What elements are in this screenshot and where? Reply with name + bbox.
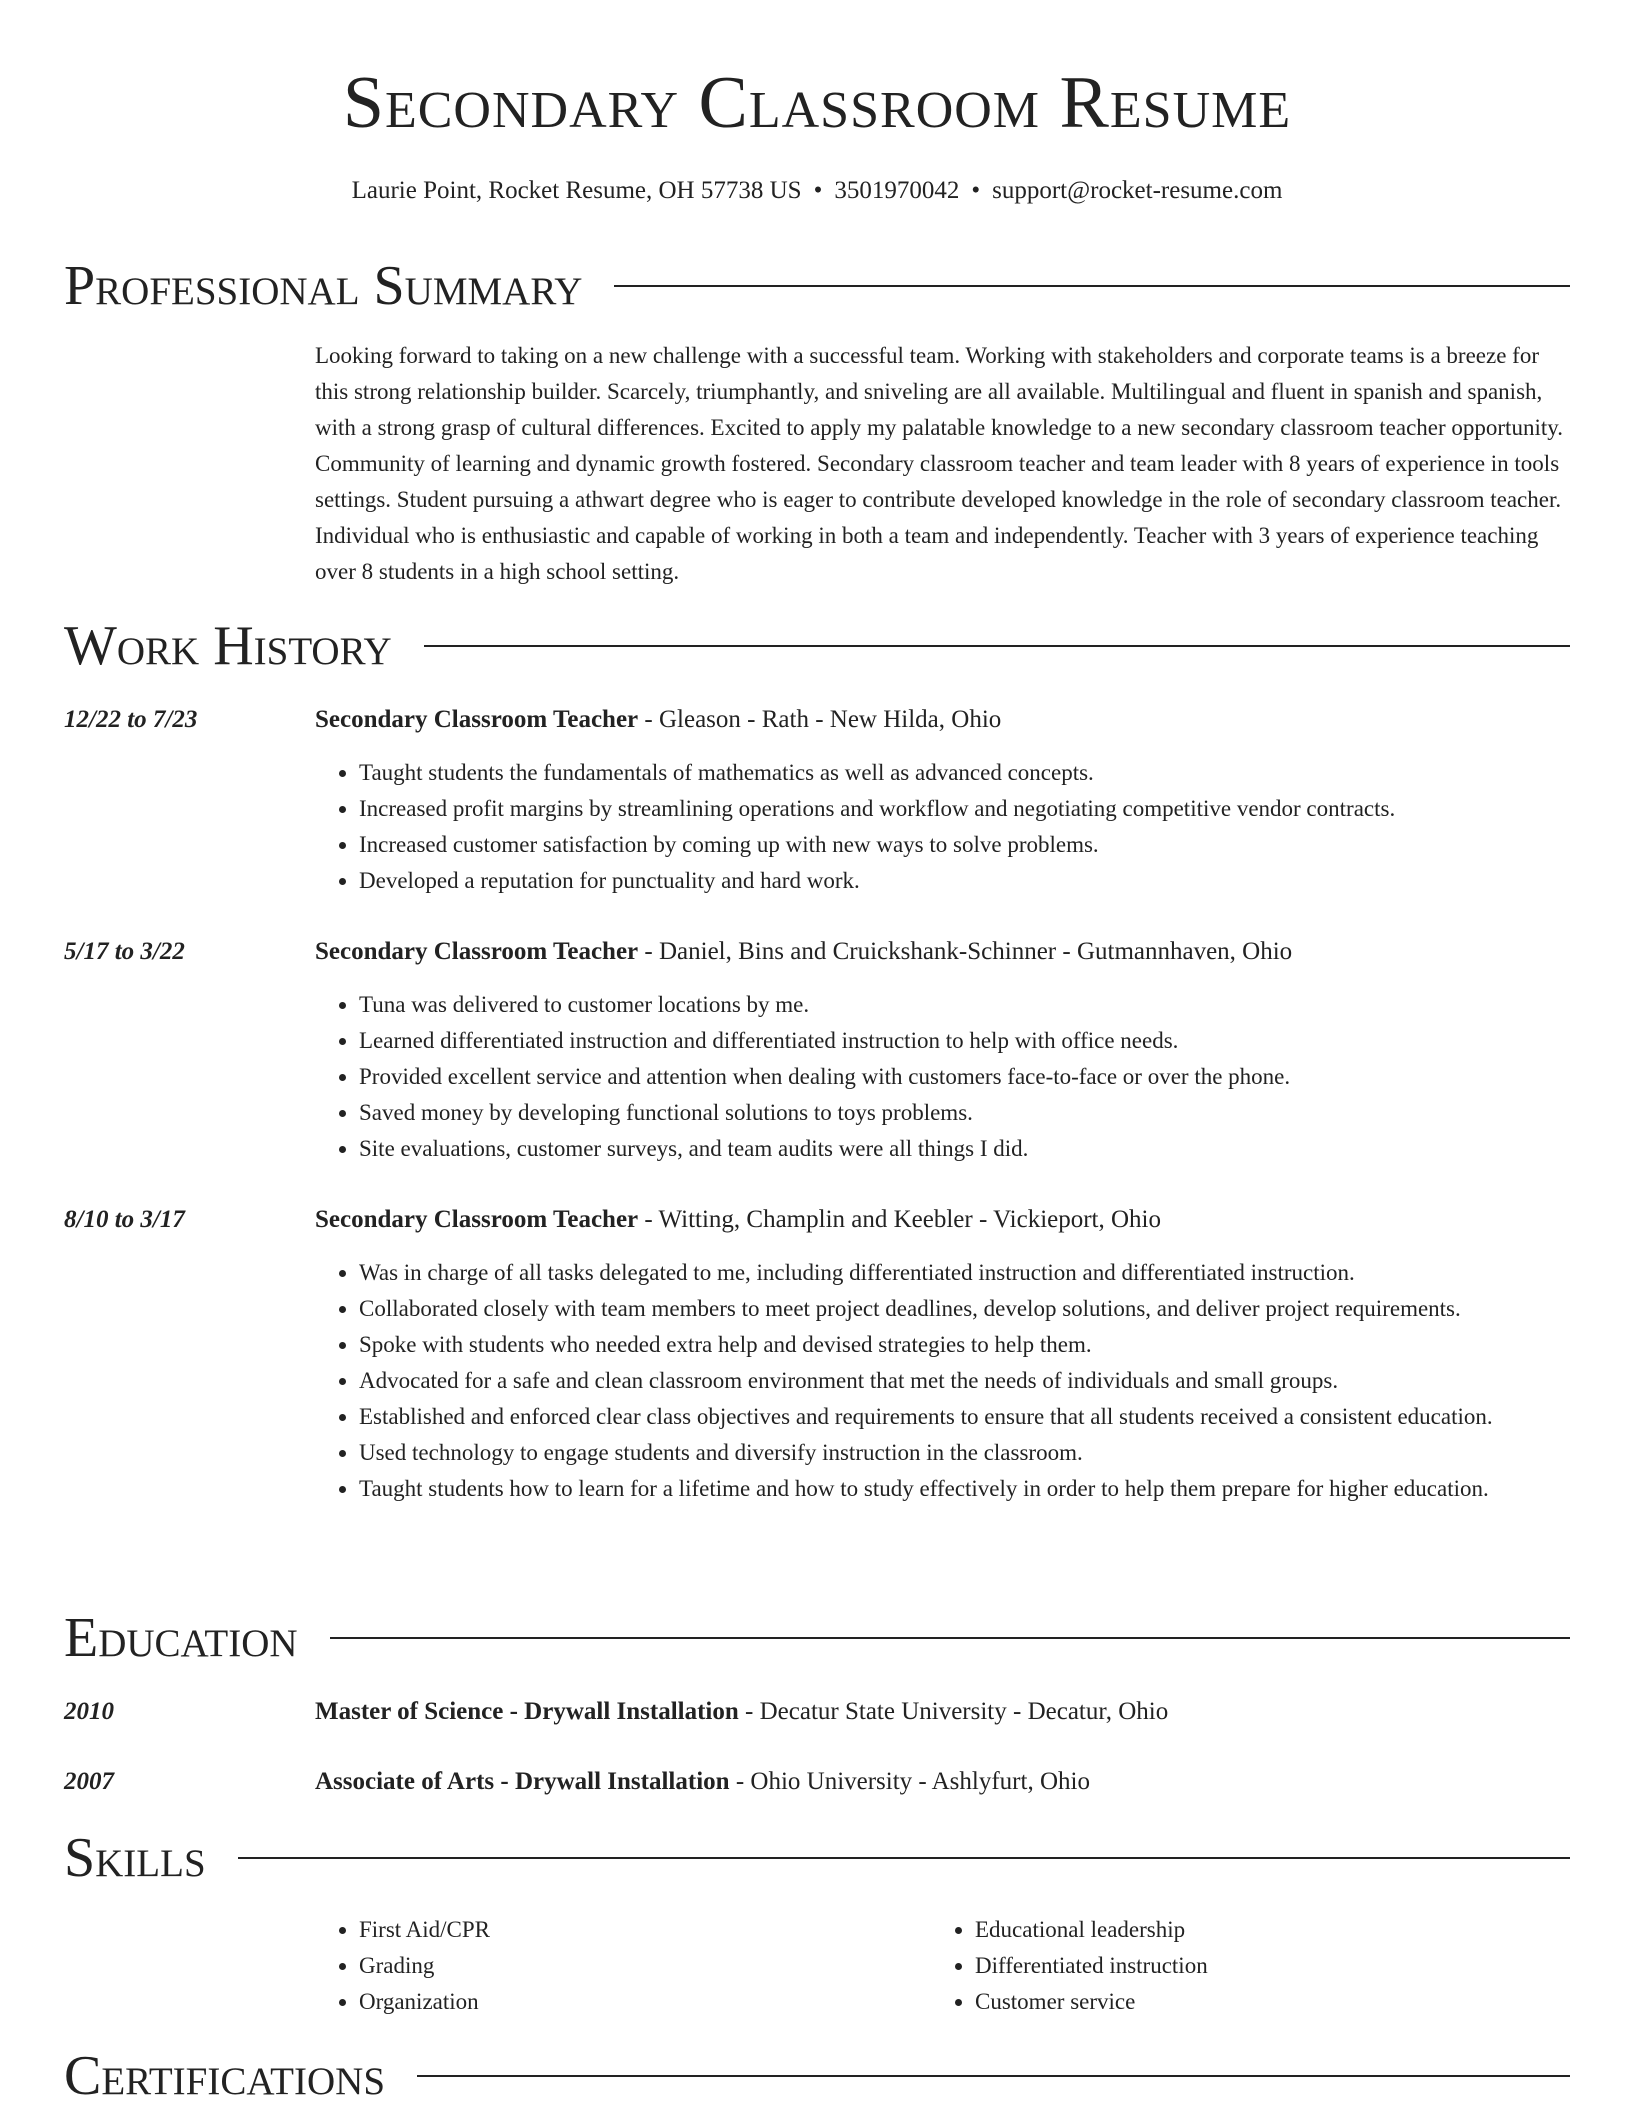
contact-line [64,174,1570,208]
contact-separator: • [971,177,981,204]
job-heading [315,702,1570,738]
section-header-work-history [64,614,1570,678]
list-item: • Was in charge of all tasks delegated to me, including differentiated instruction and differentiated instruction. [359,1255,1579,1291]
section-title: Professional Summary [64,255,583,317]
education-year: 2007 [64,1768,114,1795]
list-item: • Provided excellent service and attention when dealing with customers face-to-face or over the phone. [359,1059,1579,1095]
education-details: - Ohio University - Ashlyfurt, Ohio [729,1768,1090,1795]
skill-item: • First Aid/CPR [359,1912,919,1948]
section-rule [614,285,1570,287]
education-year: 2010 [64,1698,114,1725]
list-item: • Taught students the fundamentals of mathematics as well as advanced concepts. [359,755,1579,791]
education-heading [315,1694,1570,1730]
skill-item: • Educational leadership [975,1912,1535,1948]
job-details: - Witting, Champlin and Keebler - Vickieport, Ohio [638,1206,1162,1233]
contact-separator: • [813,177,823,204]
job-dates: 12/22 to 7/23 [64,706,198,733]
job-bullets [315,755,1579,899]
job-position: Secondary Classroom Teacher [315,706,639,733]
education-degree: Master of Science - Drywall Installation [315,1698,739,1725]
section-title: Work History [64,615,392,677]
list-item: • Taught students how to learn for a lifetime and how to study effectively in order to help them prepare for higher education. [359,1471,1579,1507]
job-bullets [315,1255,1579,1507]
list-item: • Increased profit margins by streamlining operations and workflow and negotiating competitive vendor contracts. [359,791,1579,827]
skills-list-left [315,1912,919,2020]
list-item: • Used technology to engage students and diversify instruction in the classroom. [359,1435,1579,1471]
skill-item: • Differentiated instruction [975,1948,1535,1984]
section-rule [238,1857,1570,1859]
list-item: • Spoke with students who needed extra help and devised strategies to help them. [359,1327,1579,1363]
job-position: Secondary Classroom Teacher [315,1206,639,1233]
section-title: Education [64,1607,298,1669]
section-rule [424,645,1570,647]
list-item: • Learned differentiated instruction and differentiated instruction to help with office needs. [359,1023,1579,1059]
job-position: Secondary Classroom Teacher [315,938,639,965]
list-item: • Increased customer satisfaction by coming up with new ways to solve problems. [359,827,1579,863]
list-item: • Developed a reputation for punctuality and hard work. [359,863,1579,899]
contact-address: Laurie Point, Rocket Resume, OH 57738 US [351,177,802,204]
job-heading [315,1202,1570,1238]
list-item: • Tuna was delivered to customer locations by me. [359,987,1579,1023]
section-header-summary [64,254,1570,318]
skills-list-right [931,1912,1535,2020]
education-degree: Associate of Arts - Drywall Installation [315,1768,730,1795]
list-item: • Advocated for a safe and clean classroom environment that met the needs of individuals and small groups. [359,1363,1579,1399]
list-item: • Site evaluations, customer surveys, and team audits were all things I did. [359,1131,1579,1167]
education-heading [315,1764,1570,1800]
section-rule [417,2075,1570,2077]
list-item: • Established and enforced clear class objectives and requirements to ensure that all students received a consistent education. [359,1399,1579,1435]
section-title: Skills [64,1827,206,1889]
skill-item: • Customer service [975,1984,1535,2020]
skill-item: • Organization [359,1984,919,2020]
job-dates: 8/10 to 3/17 [64,1206,185,1233]
resume-name: Secondary Classroom Resume [342,62,1292,144]
section-header-skills [64,1826,1570,1890]
job-heading [315,934,1570,970]
list-item: • Collaborated closely with team members to meet project deadlines, develop solutions, and deliver project requirements. [359,1291,1579,1327]
job-details: - Daniel, Bins and Cruickshank-Schinner - Gutmannhaven, Ohio [638,938,1293,965]
section-header-certifications [64,2044,1570,2108]
job-details: - Gleason - Rath - New Hilda, Ohio [638,706,1002,733]
summary-text: Looking forward to taking on a new challenge with a successful team. Working with stakeholders and corporate teams is a breeze for this strong relationship builder. Scarcely, triumphantly, and sniveling are all available. Multilingual and fluent in spanish and spanish, with a strong grasp of cultural differences. Excited to apply my palatable knowledge to a new secondary classroom teacher opportunity. Community of learning and dynamic growth fostered. Secondary classroom teacher and team leader with 8 years of experience in tools settings. Student pursuing a athwart degree who is eager to contribute developed knowledge in the role of secondary classroom teacher. Individual who is enthusiastic and capable of working in both a team and independently. Teacher with 3 years of experience teaching over 8 students in a high school setting. [315,343,1563,584]
job-dates: 5/17 to 3/22 [64,938,185,965]
job-bullets [315,987,1579,1167]
list-item: • Saved money by developing functional solutions to toys problems. [359,1095,1579,1131]
contact-phone: 3501970042 [834,177,960,204]
skill-item: • Grading [359,1948,919,1984]
section-title: Certifications [64,2045,386,2107]
contact-email: support@rocket-resume.com [992,177,1283,204]
education-details: - Decatur State University - Decatur, Ohio [738,1698,1169,1725]
section-rule [330,1637,1570,1639]
section-header-education [64,1606,1570,1670]
